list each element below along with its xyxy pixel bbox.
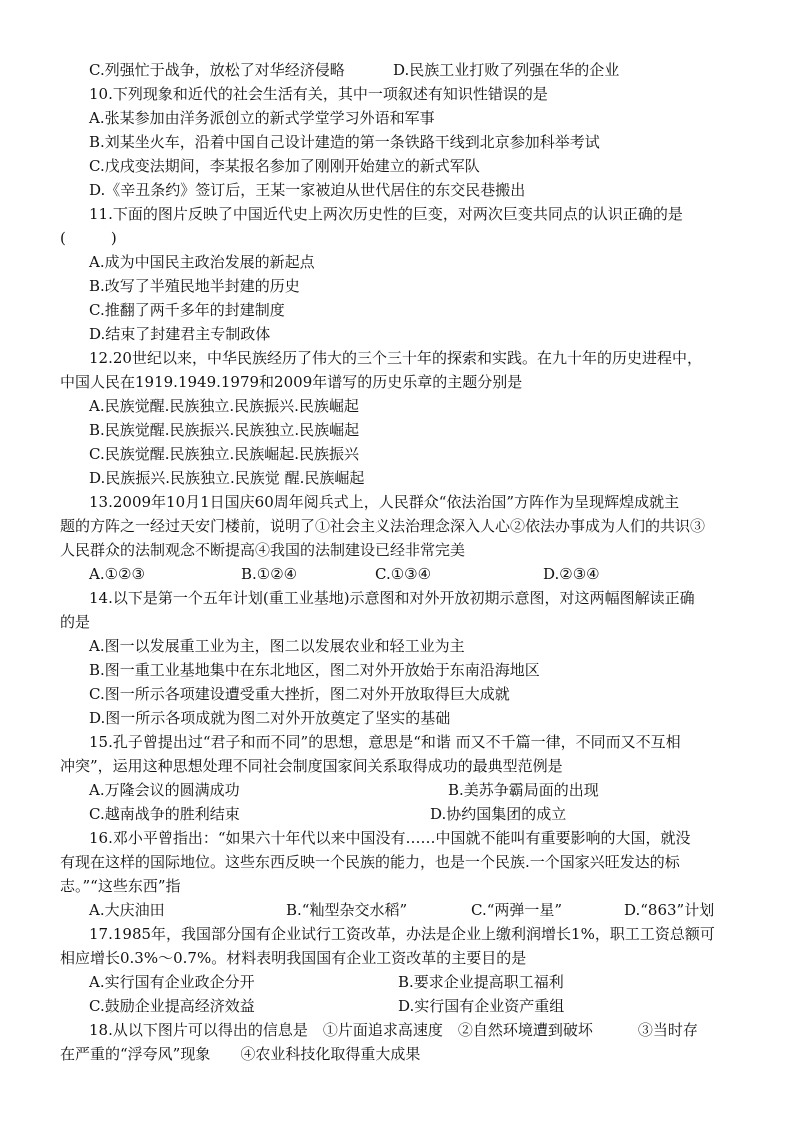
q10-option-a: A.张某参加由洋务派创立的新式学堂学习外语和军事 — [89, 109, 435, 127]
q17-option-c: C.鼓励企业提高经济效益 — [89, 997, 255, 1015]
q15-options-ab — [60, 778, 750, 802]
q11-stem-line1: 11.下面的图片反映了中国近代史上两次历史性的巨变，对两次巨变共同点的认识正确的是 — [89, 205, 683, 223]
q11-stem-line2: ( ) — [60, 229, 117, 247]
q15-option-c: C.越南战争的胜利结束 — [89, 805, 240, 823]
q18-stem-line2: 在严重的“浮夸风”现象 ④农业科技化取得重大成果 — [60, 1045, 421, 1063]
q13-option-b: B.①②④ — [241, 565, 298, 583]
q13-options — [60, 562, 750, 586]
q16-stem-line3: 志。”“这些东西”指 — [60, 877, 181, 895]
q15-options-cd — [60, 802, 750, 826]
q15-stem-line1: 15.孔子曾提出过“君子和而不同”的思想，意思是“和谐 而又不千篇一律，不同而又不互相 — [89, 733, 681, 751]
q9-option-c: C.列强忙于战争，放松了对华经济侵略 — [89, 61, 345, 79]
q12-stem-line1: 12.20世纪以来，中华民族经历了伟大的三个三十年的探索和实践。在九十年的历史进程中， — [89, 349, 702, 367]
q15-option-a: A.万隆会议的圆满成功 — [89, 781, 240, 799]
q15-option-b: B.美苏争霸局面的出现 — [448, 781, 599, 799]
q17-stem-line2: 相应增长0.3%～0.7%。材料表明我国国有企业工资改革的主要目的是 — [60, 949, 527, 967]
q14-option-b: B.图一重工业基地集中在东北地区，图二对外开放始于东南沿海地区 — [89, 661, 540, 679]
q13-option-c: C.①③④ — [375, 565, 432, 583]
q17-options-ab — [60, 970, 750, 994]
q14-stem-line2: 的是 — [60, 613, 91, 631]
q11-option-b: B.改写了半殖民地半封建的历史 — [89, 277, 300, 295]
q11-option-d: D.结束了封建君主专制政体 — [89, 325, 271, 343]
q12-option-c: C.民族觉醒.民族独立.民族崛起.民族振兴 — [89, 445, 360, 463]
q16-options — [60, 898, 750, 922]
q16-option-a: A.大庆油田 — [89, 901, 165, 919]
q13-stem-line1: 13.2009年10月1日国庆60周年阅兵式上，人民群众“依法治国”方阵作为呈现辉煌成就主 — [89, 493, 680, 511]
q9-option-d: D.民族工业打败了列强在华的企业 — [393, 61, 620, 79]
q15-option-d: D.协约国集团的成立 — [430, 805, 567, 823]
q16-option-d: D.“863”计划 — [624, 901, 715, 919]
q14-option-a: A.图一以发展重工业为主，图二以发展农业和轻工业为主 — [89, 637, 465, 655]
q17-option-b: B.要求企业提高职工福利 — [398, 973, 564, 991]
q13-stem-line2: 题的方阵之一经过天安门楼前，说明了①社会主义法治理念深入人心②依法办事成为人们的共识③ — [60, 517, 706, 535]
q11-option-c: C.推翻了两千多年的封建制度 — [89, 301, 285, 319]
q18-stem-line1: 18.从以下图片可以得出的信息是 ①片面追求高速度 ②自然环境遭到破坏 ③当时存 — [89, 1021, 698, 1039]
q10-option-b: B.刘某坐火车，沿着中国自己设计建造的第一条铁路干线到北京参加科举考试 — [89, 133, 600, 151]
q12-option-b: B.民族觉醒.民族振兴.民族独立.民族崛起 — [89, 421, 360, 439]
q16-stem-line2: 有现在这样的国际地位。这些东西反映一个民族的能力，也是一个民族.一个国家兴旺发达的标 — [60, 853, 680, 871]
q14-option-d: D.图一所示各项成就为图二对外开放奠定了坚实的基础 — [89, 709, 451, 727]
q17-option-d: D.实行国有企业资产重组 — [398, 997, 565, 1015]
exam-page — [60, 58, 750, 1066]
q16-option-b: B.“籼型杂交水稻” — [286, 901, 408, 919]
q10-option-c: C.戊戌变法期间，李某报名参加了刚刚开始建立的新式军队 — [89, 157, 480, 175]
q17-stem-line1: 17.1985年，我国部分国有企业试行工资改革，办法是企业上缴利润增长1%，职工工资总额可 — [89, 925, 715, 943]
q12-option-d: D.民族振兴.民族独立.民族觉 醒.民族崛起 — [89, 469, 365, 487]
q10-stem: 10.下列现象和近代的社会生活有关，其中一项叙述有知识性错误的是 — [89, 85, 548, 103]
q17-option-a: A.实行国有企业政企分开 — [89, 973, 255, 991]
q14-stem-line1: 14.以下是第一个五年计划(重工业基地)示意图和对外开放初期示意图，对这两幅图解读正确 — [89, 589, 695, 607]
q11-option-a: A.成为中国民主政治发展的新起点 — [89, 253, 315, 271]
q13-option-d: D.②③④ — [543, 565, 600, 583]
q9-options-cd — [60, 58, 750, 82]
q13-stem-line3: 人民群众的法制观念不断提高④我国的法制建设已经非常完美 — [60, 541, 466, 559]
q14-option-c: C.图一所示各项建设遭受重大挫折，图二对外开放取得巨大成就 — [89, 685, 510, 703]
q13-option-a: A.①②③ — [89, 565, 145, 583]
q12-stem-line2: 中国人民在1919.1949.1979和2009年谱写的历史乐章的主题分别是 — [60, 373, 523, 391]
q16-option-c: C.“两弹一星” — [471, 901, 563, 919]
q15-stem-line2: 冲突”，运用这种思想处理不同社会制度国家间关系取得成功的最典型范例是 — [60, 757, 563, 775]
q17-options-cd — [60, 994, 750, 1018]
q12-option-a: A.民族觉醒.民族独立.民族振兴.民族崛起 — [89, 397, 359, 415]
q10-option-d: D.《辛丑条约》签订后，王某一家被迫从世代居住的东交民巷搬出 — [89, 181, 526, 199]
q16-stem-line1: 16.邓小平曾指出：“如果六十年代以来中国没有……中国就不能叫有重要影响的大国，就没 — [89, 829, 691, 847]
